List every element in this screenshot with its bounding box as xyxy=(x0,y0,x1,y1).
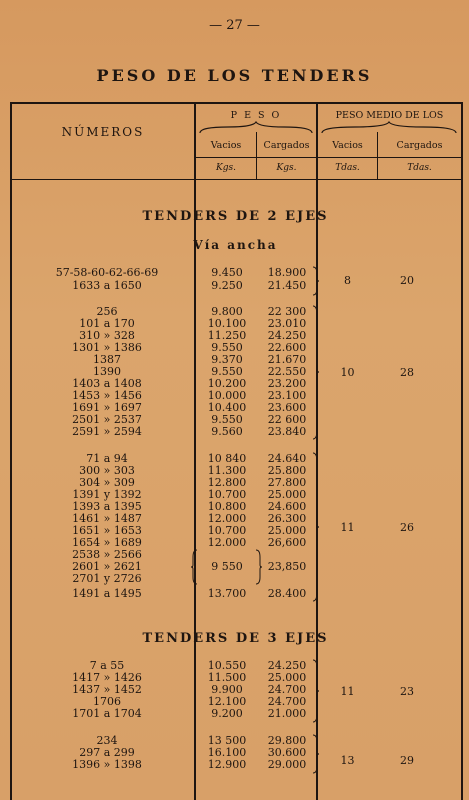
table-row: 234 13 500 29.800 xyxy=(96,734,307,747)
section-subtitle-via-ancha: Vía ancha xyxy=(193,238,278,252)
table-row: 1301 » 1386 9.550 22.600 xyxy=(72,341,307,354)
header-cargados-medio: Cargados xyxy=(396,140,443,151)
table-row: 2701 y 2726 xyxy=(72,572,142,585)
header-peso: P E S O xyxy=(230,110,282,121)
unit-kgs-vacios: Kgs. xyxy=(216,163,236,173)
table-row: 1393 a 1395 10.800 24.600 xyxy=(72,500,307,513)
table-row: 71 a 94 10 840 24.640 xyxy=(86,452,307,465)
table-row: 2601 » 2621 9 550 23,850 xyxy=(72,560,307,573)
unit-kgs-cargados: Kgs. xyxy=(276,163,297,173)
table-row: 1417 » 1426 11.500 25.000 xyxy=(72,671,307,684)
table-row: 300 » 303 11.300 25.800 xyxy=(79,464,307,477)
table-row: 57-58-60-62-66-69 9.450 18.900 xyxy=(55,266,307,279)
header-numeros: NÚMEROS xyxy=(61,125,145,139)
header-rule-1 xyxy=(194,157,462,158)
peso-brace xyxy=(198,121,314,135)
table-row: 1391 y 1392 10.700 25.000 xyxy=(72,488,307,501)
header-vacios: Vacios xyxy=(210,140,242,151)
table-row: 1461 » 1487 12.000 26.300 xyxy=(72,512,307,525)
table-row: 2501 » 2537 9.550 22 600 xyxy=(72,413,307,426)
header-vacios-medio: Vacios xyxy=(332,140,363,151)
row-brace xyxy=(255,549,263,585)
table-row: 1403 a 1408 10.200 23.200 xyxy=(72,377,307,390)
avg-vacios: 8 xyxy=(344,274,351,287)
table-row: 1437 » 1452 9.900 24.700 xyxy=(72,683,307,696)
table-row: 1387 9.370 21.670 xyxy=(93,353,307,366)
avg-vacios: 11 xyxy=(340,521,355,534)
table-row: 1390 9.550 22.550 xyxy=(93,365,307,378)
table-row: 1396 » 1398 12.900 29.000 xyxy=(72,758,307,771)
table-row: 304 » 309 12.800 27.800 xyxy=(79,476,307,489)
table-row: 1491 a 1495 13.700 28.400 xyxy=(72,587,307,600)
table-row: 2591 » 2594 9.560 23.840 xyxy=(72,425,307,438)
page-number: — 27 — xyxy=(209,18,260,33)
avg-vacios: 13 xyxy=(340,754,355,767)
table-row: 101 a 170 10.100 23.010 xyxy=(79,317,307,330)
table-row: 1633 a 1650 9.250 21.450 xyxy=(72,279,307,292)
unit-tdas-cargados: Tdas. xyxy=(407,163,432,173)
avg-vacios: 10 xyxy=(340,366,355,379)
table-top-border xyxy=(10,102,463,104)
table-row: 1701 a 1704 9.200 21.000 xyxy=(72,707,307,720)
avg-vacios: 11 xyxy=(340,685,355,698)
page-title: PESO DE LOS TENDERS xyxy=(96,66,373,85)
avg-cargados: 28 xyxy=(400,366,414,379)
table-row: 1654 » 1689 12.000 26,600 xyxy=(72,536,307,549)
row-brace xyxy=(190,549,198,585)
section-title-3-ejes: TENDERS DE 3 EJES xyxy=(142,631,329,646)
table-row: 310 » 328 11.250 24.250 xyxy=(79,329,307,342)
avg-cargados: 26 xyxy=(400,521,414,534)
table-row: 1651 » 1653 10.700 25.000 xyxy=(72,524,307,537)
table-row: 297 a 299 16.100 30.600 xyxy=(79,746,307,759)
avg-cargados: 20 xyxy=(400,274,414,287)
table-row: 1453 » 1456 10.000 23.100 xyxy=(72,389,307,402)
header-cargados: Cargados xyxy=(263,140,310,151)
peso-medio-brace xyxy=(320,121,458,135)
table-row: 2538 » 2566 xyxy=(72,548,142,561)
table-row: 1691 » 1697 10.400 23.600 xyxy=(72,401,307,414)
table-row: 7 a 55 10.550 24.250 xyxy=(89,659,307,672)
header-peso-medio: PESO MEDIO DE LOS xyxy=(335,110,444,121)
avg-cargados: 29 xyxy=(400,754,414,767)
section-title-2-ejes: TENDERS DE 2 EJES xyxy=(142,209,329,224)
unit-tdas-vacios: Tdas. xyxy=(335,163,360,173)
table-row: 256 9.800 22 300 xyxy=(96,305,307,318)
table-row: 1706 12.100 24.700 xyxy=(93,695,307,708)
avg-cargados: 23 xyxy=(400,685,414,698)
header-rule-2 xyxy=(10,179,462,180)
